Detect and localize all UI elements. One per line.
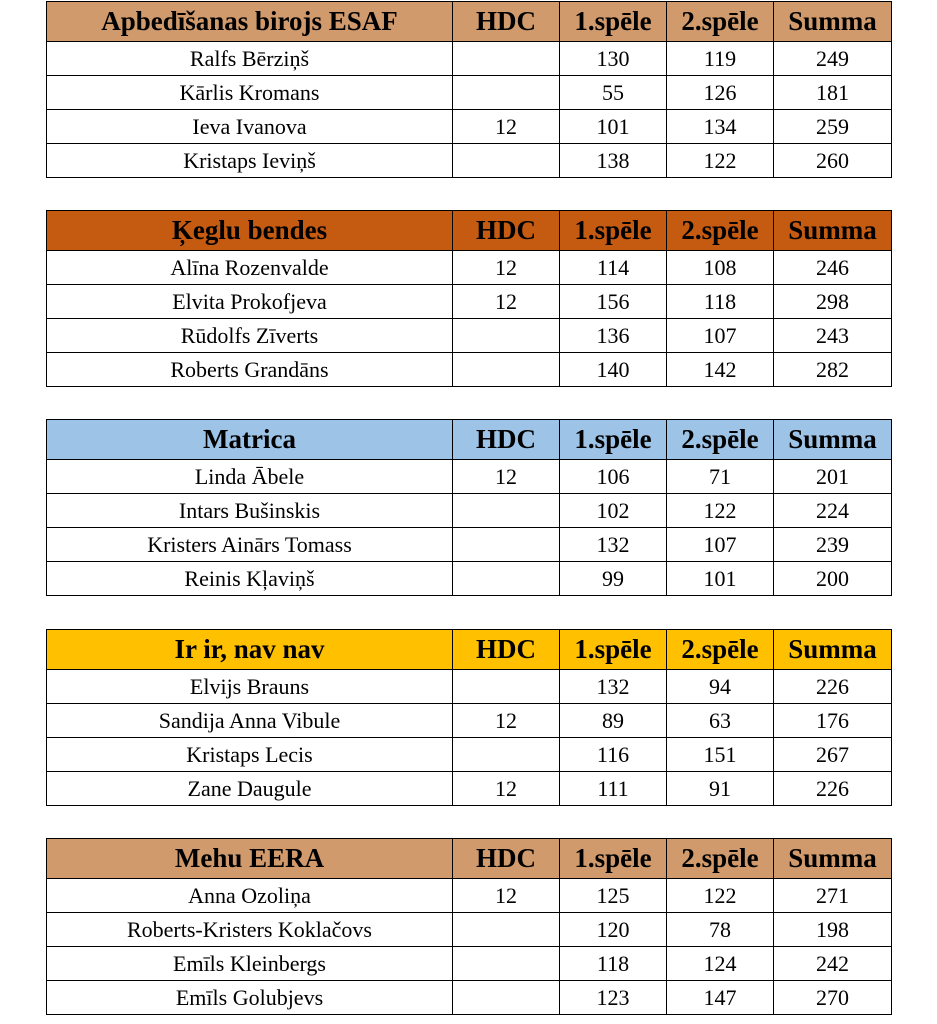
player-name: Kristaps Lecis xyxy=(47,738,453,772)
player-game2-score: 124 xyxy=(667,947,774,981)
player-sum: 176 xyxy=(774,704,892,738)
player-game1-score: 130 xyxy=(560,42,667,76)
player-sum: 271 xyxy=(774,879,892,913)
player-hdc xyxy=(453,528,560,562)
player-hdc xyxy=(453,913,560,947)
player-name: Ralfs Bērziņš xyxy=(47,42,453,76)
player-sum: 270 xyxy=(774,981,892,1015)
game2-header: 2.spēle xyxy=(667,630,774,670)
game2-header: 2.spēle xyxy=(667,2,774,42)
team-table xyxy=(46,210,892,387)
team-header-row xyxy=(47,630,892,670)
team-name: Ķeglu bendes xyxy=(47,211,453,251)
player-hdc xyxy=(453,562,560,596)
player-game2-score: 108 xyxy=(667,251,774,285)
team-name: Matrica xyxy=(47,420,453,460)
player-sum: 224 xyxy=(774,494,892,528)
player-game1-score: 99 xyxy=(560,562,667,596)
player-name: Rūdolfs Zīverts xyxy=(47,319,453,353)
team-table xyxy=(46,1,892,178)
player-sum: 198 xyxy=(774,913,892,947)
player-hdc: 12 xyxy=(453,110,560,144)
player-hdc: 12 xyxy=(453,879,560,913)
player-game1-score: 116 xyxy=(560,738,667,772)
player-row xyxy=(47,110,892,144)
game1-header: 1.spēle xyxy=(560,839,667,879)
player-name: Elvita Prokofjeva xyxy=(47,285,453,319)
player-sum: 181 xyxy=(774,76,892,110)
player-sum: 246 xyxy=(774,251,892,285)
game1-header: 1.spēle xyxy=(560,420,667,460)
team-name: Mehu EERA xyxy=(47,839,453,879)
player-name: Emīls Golubjevs xyxy=(47,981,453,1015)
player-name: Reinis Kļaviņš xyxy=(47,562,453,596)
player-sum: 200 xyxy=(774,562,892,596)
team-table xyxy=(46,419,892,596)
game1-header: 1.spēle xyxy=(560,2,667,42)
player-sum: 267 xyxy=(774,738,892,772)
game2-header: 2.spēle xyxy=(667,211,774,251)
player-name: Kārlis Kromans xyxy=(47,76,453,110)
game1-header: 1.spēle xyxy=(560,630,667,670)
team-header-row xyxy=(47,2,892,42)
player-game2-score: 122 xyxy=(667,494,774,528)
player-game1-score: 120 xyxy=(560,913,667,947)
player-name: Alīna Rozenvalde xyxy=(47,251,453,285)
player-game2-score: 119 xyxy=(667,42,774,76)
player-name: Roberts Grandāns xyxy=(47,353,453,387)
sum-header: Summa xyxy=(774,2,892,42)
player-sum: 259 xyxy=(774,110,892,144)
player-game2-score: 151 xyxy=(667,738,774,772)
player-game2-score: 134 xyxy=(667,110,774,144)
player-name: Anna Ozoliņa xyxy=(47,879,453,913)
player-row xyxy=(47,460,892,494)
player-game1-score: 136 xyxy=(560,319,667,353)
player-game1-score: 102 xyxy=(560,494,667,528)
player-game1-score: 132 xyxy=(560,528,667,562)
player-row xyxy=(47,285,892,319)
player-game2-score: 142 xyxy=(667,353,774,387)
player-hdc: 12 xyxy=(453,772,560,806)
team-header-row xyxy=(47,211,892,251)
team-table xyxy=(46,838,892,1015)
player-game1-score: 106 xyxy=(560,460,667,494)
player-hdc: 12 xyxy=(453,251,560,285)
player-sum: 242 xyxy=(774,947,892,981)
player-game2-score: 122 xyxy=(667,879,774,913)
player-game2-score: 63 xyxy=(667,704,774,738)
player-sum: 298 xyxy=(774,285,892,319)
game2-header: 2.spēle xyxy=(667,420,774,460)
player-row xyxy=(47,981,892,1015)
player-game2-score: 101 xyxy=(667,562,774,596)
player-name: Sandija Anna Vibule xyxy=(47,704,453,738)
player-row xyxy=(47,913,892,947)
player-game1-score: 111 xyxy=(560,772,667,806)
player-row xyxy=(47,494,892,528)
player-row xyxy=(47,670,892,704)
sum-header: Summa xyxy=(774,420,892,460)
player-row xyxy=(47,772,892,806)
player-game1-score: 114 xyxy=(560,251,667,285)
player-game2-score: 107 xyxy=(667,319,774,353)
player-hdc xyxy=(453,144,560,178)
hdc-header: HDC xyxy=(453,839,560,879)
player-game1-score: 156 xyxy=(560,285,667,319)
player-row xyxy=(47,251,892,285)
hdc-header: HDC xyxy=(453,630,560,670)
player-name: Zane Daugule xyxy=(47,772,453,806)
player-row xyxy=(47,528,892,562)
player-sum: 226 xyxy=(774,772,892,806)
player-sum: 243 xyxy=(774,319,892,353)
player-row xyxy=(47,319,892,353)
hdc-header: HDC xyxy=(453,211,560,251)
player-game2-score: 71 xyxy=(667,460,774,494)
hdc-header: HDC xyxy=(453,420,560,460)
player-game2-score: 118 xyxy=(667,285,774,319)
player-game2-score: 126 xyxy=(667,76,774,110)
player-row xyxy=(47,353,892,387)
player-name: Ieva Ivanova xyxy=(47,110,453,144)
sum-header: Summa xyxy=(774,630,892,670)
team-header-row xyxy=(47,839,892,879)
player-row xyxy=(47,738,892,772)
player-hdc xyxy=(453,981,560,1015)
player-row xyxy=(47,76,892,110)
player-game1-score: 132 xyxy=(560,670,667,704)
player-game1-score: 101 xyxy=(560,110,667,144)
player-sum: 201 xyxy=(774,460,892,494)
game1-header: 1.spēle xyxy=(560,211,667,251)
player-name: Kristaps Ieviņš xyxy=(47,144,453,178)
player-hdc xyxy=(453,494,560,528)
player-hdc: 12 xyxy=(453,460,560,494)
player-sum: 239 xyxy=(774,528,892,562)
player-game1-score: 89 xyxy=(560,704,667,738)
player-hdc xyxy=(453,319,560,353)
player-sum: 249 xyxy=(774,42,892,76)
team-table xyxy=(46,629,892,806)
player-sum: 226 xyxy=(774,670,892,704)
player-hdc xyxy=(453,353,560,387)
player-game2-score: 122 xyxy=(667,144,774,178)
player-name: Emīls Kleinbergs xyxy=(47,947,453,981)
player-row xyxy=(47,947,892,981)
player-sum: 260 xyxy=(774,144,892,178)
player-hdc xyxy=(453,947,560,981)
team-header-row xyxy=(47,420,892,460)
player-game2-score: 107 xyxy=(667,528,774,562)
player-row xyxy=(47,562,892,596)
player-row xyxy=(47,42,892,76)
hdc-header: HDC xyxy=(453,2,560,42)
player-game1-score: 55 xyxy=(560,76,667,110)
player-row xyxy=(47,879,892,913)
game2-header: 2.spēle xyxy=(667,839,774,879)
player-hdc: 12 xyxy=(453,704,560,738)
player-name: Elvijs Brauns xyxy=(47,670,453,704)
player-hdc xyxy=(453,738,560,772)
player-game1-score: 138 xyxy=(560,144,667,178)
player-game1-score: 140 xyxy=(560,353,667,387)
player-game2-score: 94 xyxy=(667,670,774,704)
player-name: Roberts-Kristers Koklačovs xyxy=(47,913,453,947)
player-row xyxy=(47,704,892,738)
team-name: Ir ir, nav nav xyxy=(47,630,453,670)
player-sum: 282 xyxy=(774,353,892,387)
player-hdc xyxy=(453,42,560,76)
player-name: Intars Bušinskis xyxy=(47,494,453,528)
player-name: Kristers Ainārs Tomass xyxy=(47,528,453,562)
player-game2-score: 91 xyxy=(667,772,774,806)
player-hdc xyxy=(453,76,560,110)
sum-header: Summa xyxy=(774,211,892,251)
player-game1-score: 125 xyxy=(560,879,667,913)
player-hdc xyxy=(453,670,560,704)
player-game1-score: 123 xyxy=(560,981,667,1015)
player-game2-score: 78 xyxy=(667,913,774,947)
team-name: Apbedīšanas birojs ESAF xyxy=(47,2,453,42)
player-name: Linda Ābele xyxy=(47,460,453,494)
player-row xyxy=(47,144,892,178)
player-game2-score: 147 xyxy=(667,981,774,1015)
sum-header: Summa xyxy=(774,839,892,879)
player-game1-score: 118 xyxy=(560,947,667,981)
player-hdc: 12 xyxy=(453,285,560,319)
